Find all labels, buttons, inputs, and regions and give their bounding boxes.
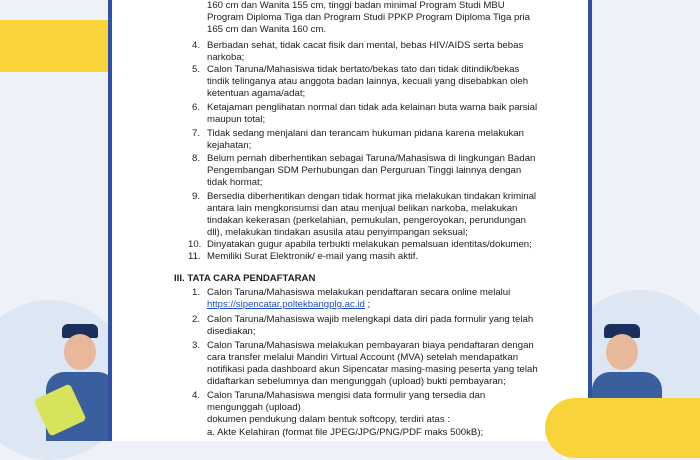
text-line: tindik telinganya atau anggota badan lainnya, kecuali yang disebabkan oleh	[207, 76, 529, 87]
text-line: kejahatan;	[207, 140, 252, 151]
text-line: Calon Taruna/Mahasiswa tidak bertato/bekas tato dan tidak ditindik/bekas	[207, 64, 520, 75]
yellow-accent-shape	[545, 398, 700, 458]
document-page	[108, 0, 592, 441]
text-line: Tidak sedang menjalani dan terancam hukuman pidana karena melakukan	[207, 128, 524, 139]
list-number: 10.	[188, 239, 202, 250]
text-line	[207, 299, 370, 311]
list-number: 7.	[192, 128, 201, 139]
text-line: 160 cm dan Wanita 155 cm, tinggi badan minimal Program Studi MBU	[207, 0, 505, 11]
section-heading: III. TATA CARA PENDAFTARAN	[174, 273, 316, 284]
text-line: maupun total;	[207, 114, 266, 125]
text-line: Calon Taruna/Mahasiswa wajib melengkapi data diri pada formulir yang telah	[207, 314, 534, 325]
text-line: Berbadan sehat, tidak cacat fisik dan mental, bebas HIV/AIDS serta bebas	[207, 40, 524, 51]
list-number: 4.	[192, 390, 201, 401]
text-fragment: ;	[364, 299, 371, 310]
text-line: 165 cm dan Wanita 160 cm.	[207, 24, 327, 35]
text-line: Bersedia diberhentikan dengan tidak hormat jika melakukan tindakan kriminal	[207, 191, 537, 202]
text-line: didaftarkan sebelumnya dan mengunggah (upload) bukti pembayaran;	[207, 376, 506, 387]
text-line: Program Diploma Tiga dan Program Studi PPKP Program Diploma Tiga pria	[207, 12, 530, 23]
registration-link[interactable]: https://sipencatar.poltekbangplg.ac.id	[207, 299, 365, 310]
text-line: Ketajaman penglihatan normal dan tidak ada kelainan buta warna baik parsial	[207, 102, 538, 113]
text-line: Pengembangan SDM Perhubungan dan Perguruan Tinggi lainnya dengan	[207, 165, 522, 176]
text-line: Dinyatakan gugur apabila terbukti melakukan pemalsuan identitas/dokumen;	[207, 239, 532, 250]
list-number: 1.	[192, 287, 201, 298]
text-line: notifikasi pada dashboard akun Sipencatar masing-masing peserta yang telah	[207, 364, 538, 375]
text-line: narkoba;	[207, 52, 245, 63]
text-line: tidak hormat;	[207, 177, 263, 188]
text-line: Calon Taruna/Mahasiswa melakukan pendaftaran secara online melalui	[207, 287, 511, 298]
text-line: antara lain mengkonsumsi dan atau menjual belikan narkoba, melakukan	[207, 203, 518, 214]
list-number: 5.	[192, 64, 201, 75]
text-line: mengunggah (upload)	[207, 402, 301, 413]
text-line: ketentuan agama/adat;	[207, 88, 306, 99]
text-line: Memiliki Surat Elektronik/ e-mail yang masih aktif.	[207, 251, 419, 262]
text-line: disediakan;	[207, 326, 256, 337]
list-number: 11.	[188, 251, 201, 262]
text-line: Belum pernah diberhentikan sebagai Taruna/Mahasiswa di lingkungan Badan	[207, 153, 536, 164]
list-number: 4.	[192, 40, 201, 51]
list-number: 6.	[192, 102, 201, 113]
list-number: 9.	[192, 191, 201, 202]
list-number: 8.	[192, 153, 201, 164]
list-number: 3.	[192, 340, 201, 351]
text-line: Calon Taruna/Mahasiswa mengisi data formulir yang tersedia dan	[207, 390, 486, 401]
list-number: 2.	[192, 314, 201, 325]
text-line: dll), melakukan tindakan asusila atau penyimpangan seksual;	[207, 227, 468, 238]
text-line: cara transfer melalui Mandiri Virtual Account (MVA) setelah mendapatkan	[207, 352, 519, 363]
text-line: a. Akte Kelahiran (format file JPEG/JPG/PNG/PDF maks 500kB);	[207, 427, 484, 438]
text-line: tindakan kekerasan (perkelahian, pemukulan, pengeroyokan, perundungan	[207, 215, 526, 226]
text-line: dokumen pendukung dalam bentuk softcopy, terdiri atas :	[207, 414, 451, 425]
text-line: Calon Taruna/Mahasiswa melakukan pembayaran biaya pendaftaran dengan	[207, 340, 534, 351]
